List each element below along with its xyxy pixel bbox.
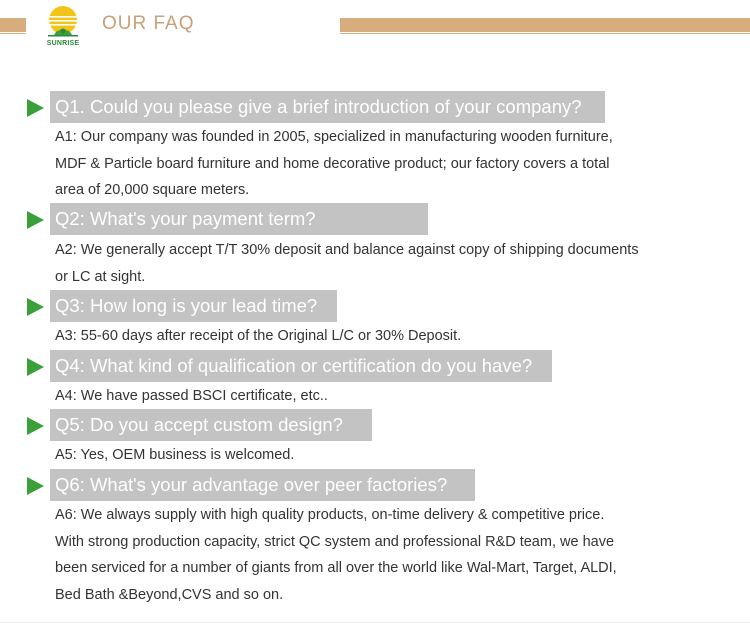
header-line-left xyxy=(0,33,26,34)
question-4-label: Q4: What kind of qualification or certification do you have? xyxy=(50,350,552,382)
green-arrow-icon xyxy=(27,358,44,376)
answer-line: A5: Yes, OEM business is welcomed. xyxy=(55,447,295,463)
question-3-label: Q3: How long is your lead time? xyxy=(50,290,337,322)
answer-line: A3: 55-60 days after receipt of the Original L/C or 30% Deposit. xyxy=(55,328,462,344)
answer-line: A2: We generally accept T/T 30% deposit and balance against copy of shipping documents xyxy=(55,242,639,258)
faq-answer-4 xyxy=(55,383,328,410)
sunrise-logo xyxy=(40,2,86,54)
answer-line: A1: Our company was founded in 2005, specialized in manufacturing wooden furniture, xyxy=(55,129,613,145)
answer-line: been serviced for a number of giants from all over the world like Wal-Mart, Target, ALDI, xyxy=(55,560,617,576)
faq-answer-6 xyxy=(55,502,617,608)
faq-answer-2 xyxy=(55,237,639,290)
faq-answer-5 xyxy=(55,442,294,469)
green-arrow-icon xyxy=(27,417,44,435)
faq-answer-3 xyxy=(55,323,461,350)
faq-answer-1 xyxy=(55,124,613,204)
answer-line: Bed Bath &Beyond,CVS and so on. xyxy=(55,586,284,603)
answer-line: area of 20,000 square meters. xyxy=(55,182,250,198)
sun-logo-icon xyxy=(40,2,86,42)
answer-line: A6: We always supply with high quality products, on-time delivery & competitive price. xyxy=(55,507,605,523)
question-6-label: Q6: What's your advantage over peer factories? xyxy=(50,469,475,501)
green-arrow-icon xyxy=(27,99,44,117)
faq-header xyxy=(0,0,750,60)
question-5-label: Q5: Do you accept custom design? xyxy=(50,409,372,441)
answer-line: MDF & Particle board furniture and home decorative product; our factory covers a total xyxy=(55,155,610,172)
logo-brand-text: SUNRISE xyxy=(46,40,80,47)
header-bar-right xyxy=(340,18,750,32)
question-2-label: Q2: What's your payment term? xyxy=(50,203,428,235)
page-title: OUR FAQ xyxy=(102,13,195,34)
answer-line: or LC at sight. xyxy=(55,268,146,285)
green-arrow-icon xyxy=(27,477,44,495)
green-arrow-icon xyxy=(27,211,44,229)
answer-line: A4: We have passed BSCI certificate, etc.. xyxy=(55,388,328,404)
answer-line: With strong production capacity, strict QC system and professional R&D team, we have xyxy=(55,533,615,550)
bottom-divider xyxy=(0,622,750,623)
question-1-label: Q1. Could you please give a brief introduction of your company? xyxy=(50,91,605,123)
green-arrow-icon xyxy=(27,298,44,316)
header-line-right xyxy=(340,33,750,34)
header-bar-left xyxy=(0,18,26,32)
